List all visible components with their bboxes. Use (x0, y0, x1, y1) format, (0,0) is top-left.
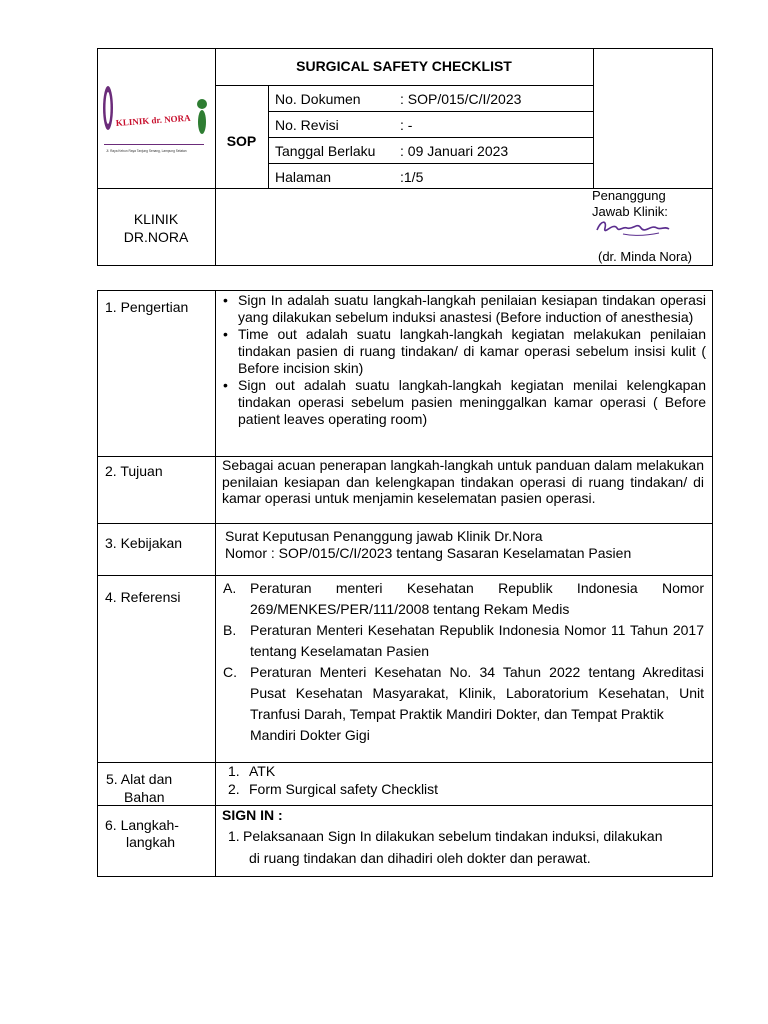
doc-row-label: Tanggal Berlaku (275, 143, 376, 159)
clinic-name-line2: DR.NORA (123, 229, 189, 245)
list-item: • Sign In adalah suatu langkah-langkah penilaian kesiapan tindakan operasi yang dilakukan sebelum induksi anastesi (Before induction of anesthesia) (220, 292, 706, 326)
list-item (223, 620, 704, 662)
list-letter: A. (223, 580, 237, 596)
list-text: Peraturan menteri Kesehatan Republik Indonesia Nomor 269/MENKES/PER/111/2008 tentang Rekam Medis (250, 580, 704, 617)
list-letter: C. (223, 664, 237, 680)
section-label-tujuan: 2. Tujuan (105, 463, 163, 479)
alat-item: ATK (249, 763, 276, 779)
langkah-heading: SIGN IN : (222, 807, 283, 823)
list-text: Peraturan Menteri Kesehatan No. 34 Tahun 2022 tentang Akreditasi Pusat Kesehatan Masyarakat, Klinik, Laboratorium Kesehatan, Unit Tranfusi Darah, Tempat Praktik Mandiri Dokter, dan Tempat Praktik (250, 664, 704, 722)
doc-row-value: : - (400, 117, 413, 133)
alat-number: 1. (228, 763, 240, 779)
list-item (223, 662, 704, 725)
logo-brand-text: KLINIK dr. NORA (115, 112, 191, 128)
pj-label-line1: Penanggung (592, 188, 666, 203)
pj-name: (dr. Minda Nora) (598, 249, 692, 264)
section-label-referensi: 4. Referensi (105, 589, 181, 605)
signature (593, 218, 673, 240)
section-label-alat-line2: Bahan (124, 789, 165, 805)
doc-row-label: Halaman (275, 169, 332, 185)
list-item: • Time out adalah suatu langkah-langkah kegiatan melakukan penilaian tindakan pasien di ruang tindakan/ di kamar operasi sebelum insisi kulit ( Before incision skin) (220, 326, 706, 377)
list-item (223, 578, 704, 620)
list-item: • Sign out adalah suatu langkah-langkah kegiatan menilai kelengkapan tindakan operasi sebelum pasien meninggalkan kamar operasi ( Before patient leaves operating room) (220, 377, 706, 428)
doc-row-label: No. Dokumen (275, 91, 361, 107)
doc-row-value: :1/5 (400, 169, 424, 185)
kebijakan-line2: Nomor : SOP/015/C/I/2023 tentang Sasaran Keselamatan Pasien (225, 545, 632, 561)
section-label-langkah-line2: langkah (126, 834, 176, 850)
list-text: Peraturan Menteri Kesehatan Republik Indonesia Nomor 11 Tahun 2017 tentang Keselamatan Pasien (250, 622, 704, 659)
section-label-pengertian: 1. Pengertian (105, 299, 189, 315)
clinic-name-line1: KLINIK (133, 211, 179, 227)
list-letter: B. (223, 622, 237, 638)
langkah-step-number: 1. (228, 828, 240, 844)
logo-small-text: Jl. Raya Kebun Raya Tanjung Senang, Lampung Selatan (106, 149, 187, 153)
list-text: Mandiri Dokter Gigi (250, 727, 370, 743)
alat-number: 2. (228, 781, 240, 797)
langkah-step-line2: di ruang tindakan dan dihadiri oleh dokter dan perawat. (249, 850, 591, 866)
sop-label: SOP (226, 133, 257, 149)
doc-row-label: No. Revisi (275, 117, 339, 133)
section-label-kebijakan: 3. Kebijakan (105, 535, 183, 551)
section-label-langkah-line1: 6. Langkah- (105, 817, 179, 833)
pengertian-content (220, 292, 706, 428)
section-label-alat-line1: 5. Alat dan (106, 771, 173, 787)
doc-row-value: : 09 Januari 2023 (400, 143, 509, 159)
doc-row-value: : SOP/015/C/I/2023 (400, 91, 522, 107)
tujuan-text: Sebagai acuan penerapan langkah-langkah untuk panduan dalam melakukan penilaian kesiapan dan kelengkapan tindakan operasi di ruang tindakan/ di kamar operasi untuk menjamin keselematan pasien operasi. (222, 457, 704, 506)
kebijakan-line1: Surat Keputusan Penanggung jawab Klinik Dr.Nora (225, 528, 543, 544)
document-title: SURGICAL SAFETY CHECKLIST (296, 58, 512, 74)
langkah-step-line1: Pelaksanaan Sign In dilakukan sebelum tindakan induksi, dilakukan (243, 828, 663, 844)
referensi-content (223, 578, 704, 746)
clinic-logo (100, 78, 210, 164)
alat-item: Form Surgical safety Checklist (249, 781, 439, 797)
list-item-continued (223, 725, 704, 746)
pj-label-line2: Jawab Klinik: (592, 204, 668, 219)
